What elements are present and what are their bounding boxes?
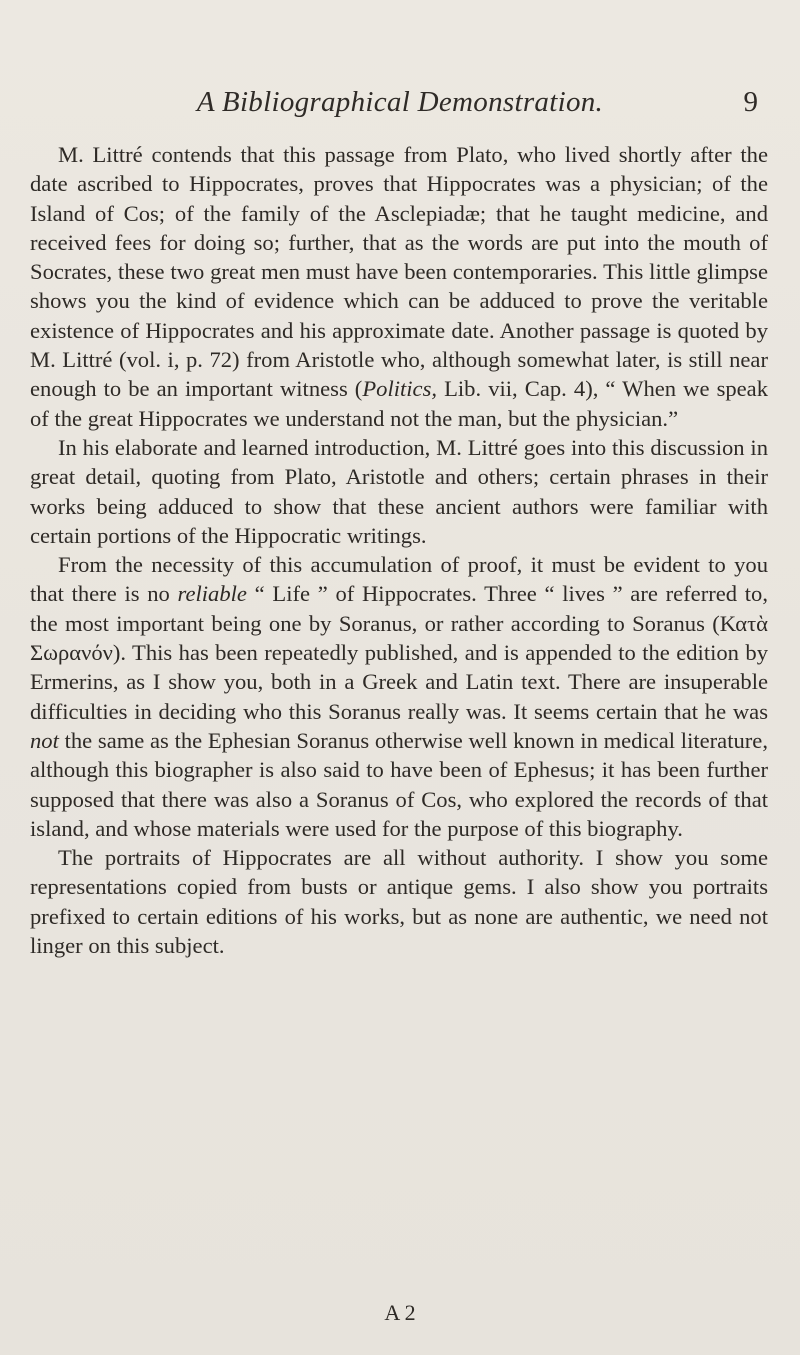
greek-phrase: Κατὰ Σωρανόν xyxy=(30,610,768,666)
paragraph-3-text-b: “ Life ” of Hippocrates. Three “ lives ” are referred to, the most important being one by Soranus, or rather according to Soranus ( xyxy=(30,581,768,636)
page-number: 9 xyxy=(743,86,758,118)
paragraph-3-text-d: the same as the Ephesian Soranus otherwise well known in medical literature, although this biographer is also said to have been of Ephesus; it has been further supposed that there was also a Soranus of Cos, who explored the records of that island, and whose materials were used for the purpose of this biography. xyxy=(30,727,768,841)
reliable-emphasis: reliable xyxy=(177,581,247,607)
paragraph-3-text-c: ). This has been repeatedly published, and is appended to the edition by Ermerins, as I show you, both in a Greek and Latin text. There are insuperable difficulties in deciding who this Soranus really was. It seems certain that he was xyxy=(30,640,768,724)
paragraph-4: The portraits of Hippocrates are all without authority. I show you some representations copied from busts or antique gems. I also show you portraits prefixed to certain editions of his works, but as none are authentic, we need not linger on this subject. xyxy=(30,845,768,959)
body-text xyxy=(30,140,768,960)
paragraph-1-text-a: M. Littré contends that this passage from Plato, who lived shortly after the date ascribed to Hippocrates, proves that Hippocrates was a physician; of the Island of Cos; of the family of the Asclepiadæ; that he taught medicine, and received fees for doing so; further, that as the words are put into the mouth of Socrates, these two great men must have been contemporaries. This little glimpse shows you the kind of evidence which can be adduced to prove the veritable existence of Hippocrates and his approximate date. Another passage is quoted by M. Littré (vol. i, p. 72) from Aristotle who, although somewhat later, is still near enough to be an important witness ( xyxy=(30,142,768,402)
politics-title: Politics, xyxy=(362,376,438,402)
paragraph-3-text-a: From the necessity of this accumulation of proof, it must be evident to you that there is no xyxy=(30,552,768,607)
paragraph-1-text-b: Lib. vii, Cap. 4), “ When we speak of the great Hippocrates we understand not the man, but the physician.” xyxy=(30,376,769,431)
running-head xyxy=(0,86,800,126)
paragraph-1 xyxy=(30,140,768,433)
paragraph-3 xyxy=(30,550,768,843)
running-title: A Bibliographical Demonstration. xyxy=(196,86,604,118)
paragraph-2: In his elaborate and learned introduction, M. Littré goes into this discussion in great detail, quoting from Plato, Aristotle and others; certain phrases in their works being adduced to show that these ancient authors were familiar with certain portions of the Hippocratic writings. xyxy=(30,434,768,548)
signature-mark: A 2 xyxy=(384,1300,416,1325)
not-emphasis: not xyxy=(30,727,59,753)
